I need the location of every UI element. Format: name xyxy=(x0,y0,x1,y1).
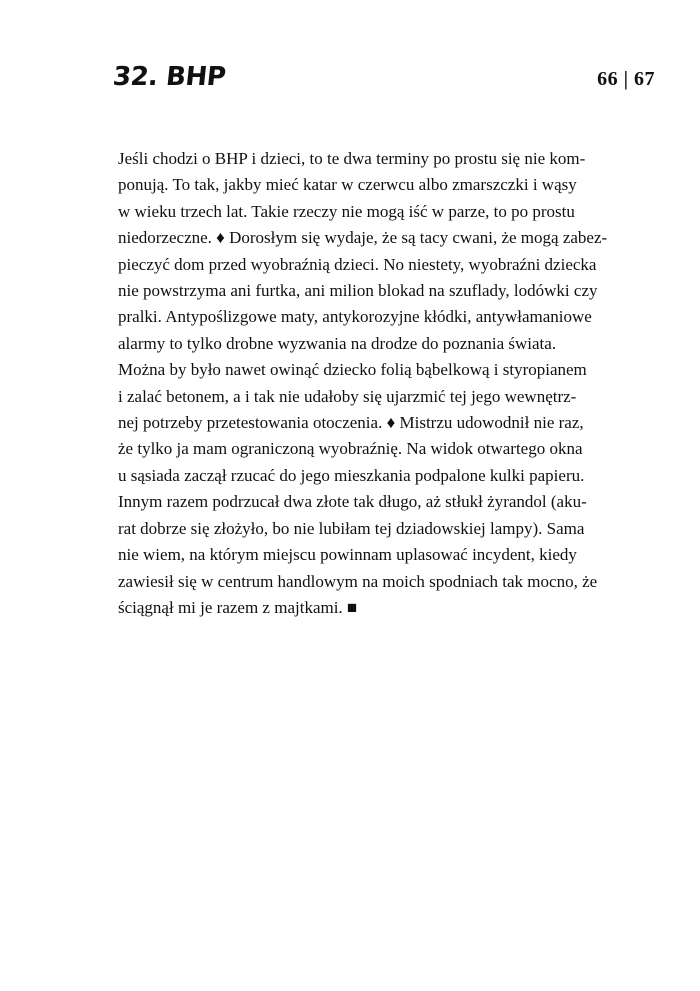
text-line: ściągnął mi je razem z majtkami. ■ xyxy=(118,597,358,617)
text-line: nej potrzeby przetestowania otoczenia. ♦ Mistrzu udowodnił nie raz, xyxy=(118,413,584,433)
text-line: alarmy to tylko drobne wyzwania na drodze do poznania świata. xyxy=(118,333,557,353)
text-line: ponują. To tak, jakby mieć katar w czerwcu albo zmarszczki i wąsy xyxy=(118,175,577,195)
text-line: Jeśli chodzi o BHP i dzieci, to te dwa terminy po prostu się nie kom- xyxy=(118,149,586,168)
page-numbers: 66 | 67 xyxy=(597,68,655,90)
text-line: nie wiem, na którym miejscu powinnam uplasować incydent, kiedy xyxy=(118,545,577,565)
text-line: niedorzeczne. ♦ Dorosłym się wydaje, że są tacy cwani, że mogą zabez- xyxy=(118,228,608,248)
text-line: i zalać betonem, a i tak nie udałoby się ujarzmić tej jego wewnętrz- xyxy=(118,386,577,406)
text-line: u sąsiada zaczął rzucać do jego mieszkania podpalone kulki papieru. xyxy=(118,465,585,485)
text-line: nie powstrzyma ani furtka, ani milion blokad na szuflady, lodówki czy xyxy=(118,281,598,301)
text-line: w wieku trzech lat. Takie rzeczy nie mogą iść w parze, to po prostu xyxy=(118,201,575,221)
text-line: pralki. Antypoślizgowe maty, antykorozyjne kłódki, antywłamaniowe xyxy=(118,307,592,327)
text-line: rat dobrze się złożyło, bo nie lubiłam tej dziadowskiej lampy). Sama xyxy=(118,518,585,538)
text-line: pieczyć dom przed wyobraźnią dzieci. No niestety, wyobraźni dziecka xyxy=(118,254,597,274)
text-line: Można by było nawet owinąć dziecko folią bąbelkową i styropianem xyxy=(118,360,587,380)
body-paragraph xyxy=(118,146,638,621)
text-line: Innym razem podrzucał dwa złote tak długo, aż stłukł żyrandol (aku- xyxy=(118,492,587,512)
text-line: zawiesił się w centrum handlowym na moich spodniach tak mocno, że xyxy=(118,571,598,591)
chapter-title: 32. BHP xyxy=(111,62,227,92)
text-line: że tylko ja mam ograniczoną wyobraźnię. Na widok otwartego okna xyxy=(118,439,583,459)
